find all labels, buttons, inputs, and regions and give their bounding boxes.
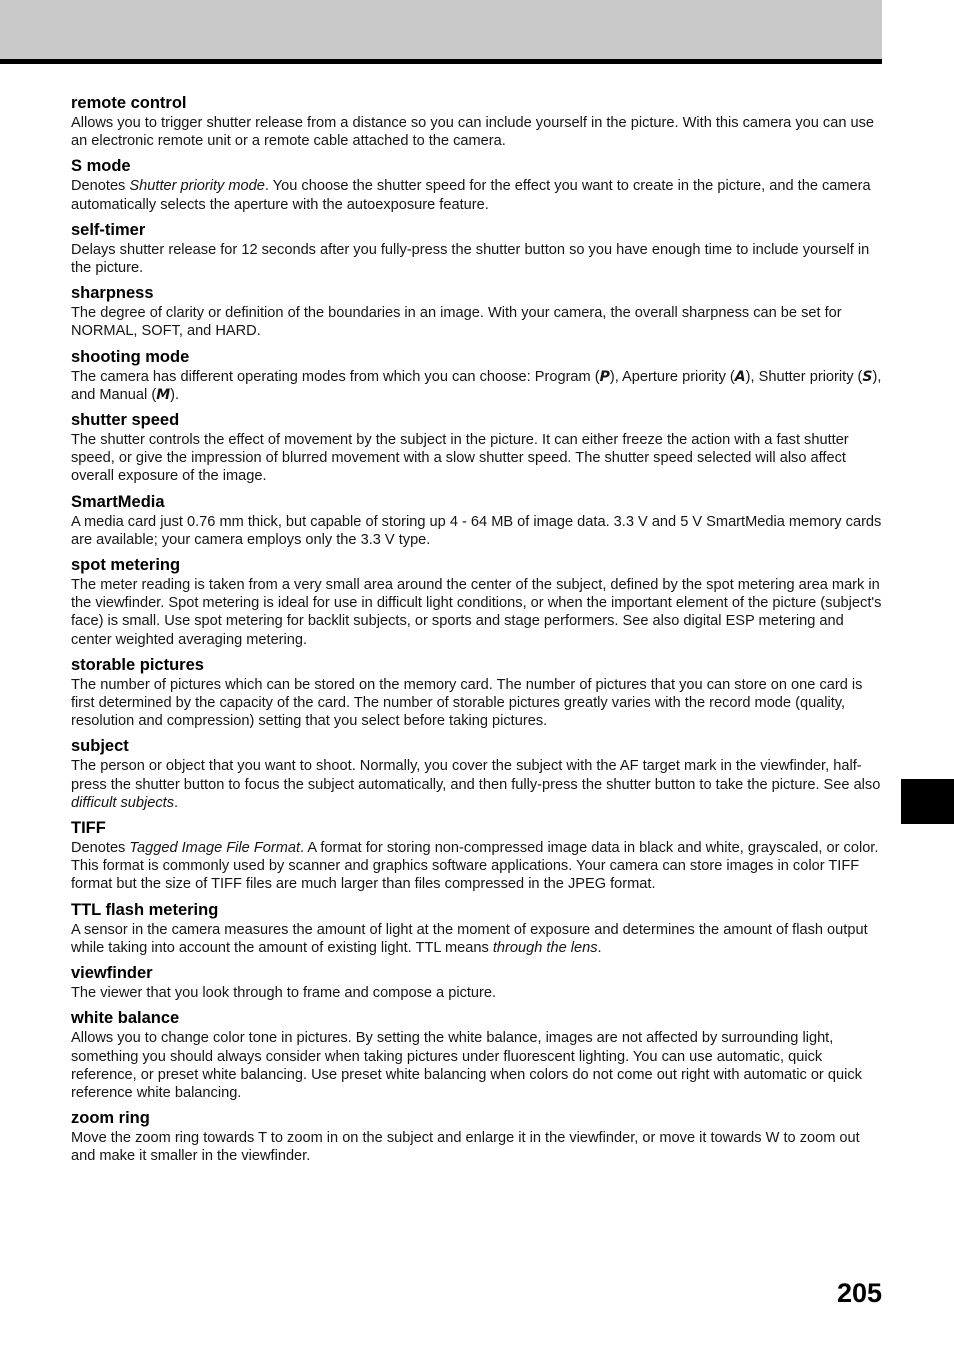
definition-text: The person or object that you want to shoot. Normally, you cover the subject with the AF target mark in the viewfinder, half-press the shutter button to focus the subject automatically, and then fully-press the shutter button to take the picture. See also [71, 758, 881, 793]
glossary-entry-shooting-mode [71, 346, 883, 404]
definition-text: . A format for storing non-compressed image data in black and white, grayscaled, or color. This format is commonly used by scanner and graphics software applications. Your camera can store images in color TIFF format but the size of TIFF files are much larger than files compressed in the JPEG format. [71, 840, 879, 893]
glossary-definition: Move the zoom ring towards T to zoom in on the subject and enlarge it in the viewfinder, or move it towards W to zoom out and make it smaller in the viewfinder. [71, 1130, 860, 1165]
glossary-term: viewfinder [71, 964, 153, 983]
definition-text: The camera has different operating modes from which you can choose: Program ( [71, 368, 600, 385]
definition-text: ), Shutter priority ( [745, 368, 863, 385]
page-number: 205 [836, 1278, 882, 1308]
glossary-entry-remote-control [71, 92, 883, 150]
manual-mode-icon: M [156, 386, 171, 403]
definition-emphasis: difficult subjects [71, 794, 175, 811]
definition-text: ), and Manual ( [71, 368, 882, 403]
glossary-definition: A media card just 0.76 mm thick, but capable of storing up 4 - 64 MB of image data. 3.3 V and 5 V SmartMedia memory cards are available; your camera employs only the 3.3 V type. [71, 513, 882, 548]
glossary-entry-viewfinder [71, 962, 883, 1002]
glossary-definition: Allows you to trigger shutter release from a distance so you can include yourself in the picture. With this camera you can use an electronic remote unit or a remote cable attached to the camera. [71, 115, 875, 150]
glossary-entry-smartmedia [71, 491, 883, 549]
glossary-term: S mode [71, 157, 131, 176]
glossary-term: TIFF [71, 819, 106, 838]
glossary-definition [71, 368, 883, 404]
header-band [0, 0, 882, 59]
definition-text: ). [170, 386, 180, 403]
definition-emphasis: Tagged Image File Format [129, 840, 301, 857]
glossary-entry-spot-metering [71, 554, 883, 649]
glossary-term: white balance [71, 1009, 180, 1028]
glossary-definition: The meter reading is taken from a very small area around the center of the subject, defined by the spot metering area mark in the viewfinder. Spot metering is ideal for use in difficult light conditions, or when the important element of the picture (subject's face) is small. Use spot metering for backlit subjects, or sports and stage performers. See also digital ESP metering and center weighted averaging metering. [71, 577, 882, 648]
header-rule [0, 59, 882, 64]
glossary-definition: The viewer that you look through to frame and compose a picture. [71, 985, 497, 1002]
definition-emphasis: Shutter priority mode [129, 178, 265, 195]
glossary-entry-sharpness [71, 282, 883, 340]
definition-text: . [597, 939, 602, 956]
definition-text: . [174, 794, 179, 811]
definition-text: Denotes [71, 178, 130, 195]
glossary-entry-tiff [71, 817, 883, 894]
glossary-definition: Allows you to change color tone in pictures. By setting the white balance, images are not affected by surrounding light, something you should always consider when taking pictures under fluorescent lighting. You can use automatic, quick reference, or preset white balancing. Use preset white balancing when colors do not come out right with automatic or quick reference white balancing. [71, 1030, 862, 1101]
definition-text: . You choose the shutter speed for the effect you want to create in the picture, and the camera automatically selects the aperture with the autoexposure feature. [71, 178, 871, 213]
glossary-term: TTL flash metering [71, 900, 219, 919]
glossary-definition: Delays shutter release for 12 seconds after you fully-press the shutter button so you have enough time to include yourself in the picture. [71, 241, 870, 277]
definition-emphasis: through the lens [492, 939, 598, 956]
glossary-entry-subject [71, 735, 883, 812]
glossary-entry-zoom-ring [71, 1107, 883, 1165]
glossary-definition: The degree of clarity or definition of the boundaries in an image. With your camera, the overall sharpness can be set for NORMAL, SOFT, and HARD. [71, 305, 842, 340]
glossary-term: sharpness [71, 284, 154, 303]
glossary-definition [71, 177, 883, 213]
glossary-term: remote control [71, 94, 187, 112]
shutter-priority-mode-icon: S [862, 368, 873, 385]
section-tab-marker [901, 779, 954, 824]
glossary-term: zoom ring [71, 1109, 150, 1128]
glossary-term: spot metering [71, 556, 181, 575]
glossary-list [71, 92, 883, 1171]
program-mode-icon: P [599, 368, 610, 385]
glossary-entry-storable-pictures [71, 654, 883, 731]
glossary-entry-shutter-speed [71, 409, 883, 486]
glossary-term: shutter speed [71, 411, 180, 430]
glossary-term: self-timer [71, 220, 146, 239]
glossary-term: subject [71, 737, 129, 756]
glossary-definition [71, 921, 883, 957]
definition-text: ), Aperture priority ( [609, 368, 735, 385]
glossary-term: storable pictures [71, 655, 204, 674]
glossary-entry-self-timer [71, 219, 883, 277]
glossary-definition: The shutter controls the effect of movement by the subject in the picture. It can either freeze the action with a fast shutter speed, or give the impression of blurred movement with a slow shutter speed. The shutter speed selected will also affect overall exposure of the image. [71, 432, 849, 485]
definition-text: A sensor in the camera measures the amount of light at the moment of exposure and determines the amount of flash output while taking into account the amount of existing light. TTL means [71, 921, 868, 956]
glossary-definition [71, 839, 883, 894]
glossary-entry-s-mode [71, 155, 883, 213]
glossary-term: shooting mode [71, 347, 190, 366]
glossary-term: SmartMedia [71, 492, 165, 511]
aperture-priority-mode-icon: A [734, 368, 746, 385]
definition-text: Denotes [71, 840, 130, 857]
glossary-definition [71, 757, 883, 812]
glossary-entry-ttl-flash-metering [71, 899, 883, 957]
glossary-entry-white-balance [71, 1007, 883, 1102]
glossary-definition: The number of pictures which can be stored on the memory card. The number of pictures that you can store on one card is first determined by the capacity of the card. The number of storable pictures greatly varies with the record mode (quality, resolution and compression) setting that you select before taking pictures. [71, 676, 863, 730]
